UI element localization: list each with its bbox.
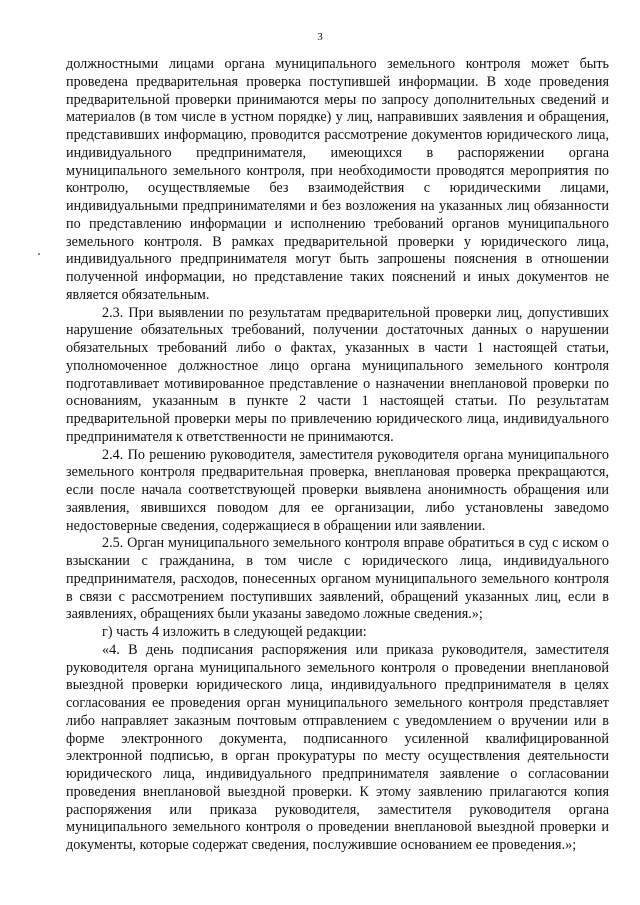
paragraph-part-4: «4. В день подписания распоряжения или приказа руководителя, заместителя руководителя органа муниципального земельного контроля о проведении внеплановой выездной проверки юридического лица, индивидуального предпринимателя в целях согласования ее проведения орган муниципального земельного контроля представляет либо направляет заказным почтовым отправлением с уведомлением о вручении или в форме электронного документа, подписанного усиленной квалифицированной электронной подписью, в орган прокуратуры по месту осуществления деятельности юридического лица, индивидуального предпринимателя заявление о согласовании проведения внеплановой выездной проверки. К этому заявлению прилагаются копия распоряжения или приказа руководителя, заместителя руководителя органа муниципального земельного контроля о проведении внеплановой выездной проверки и документы, которые содержат сведения, послужившие основанием ее проведения.»; xyxy=(66,641,609,853)
paragraph-2-5: 2.5. Орган муниципального земельного контроля вправе обратиться в суд с иском о взыскании с гражданина, в том числе с юридического лица, индивидуального предпринимателя, расходов, понесенных органом муниципального земельного контроля в связи с рассмотрением поступивших заявлений, обращений указанных лиц, если в заявлениях, обращениях были указаны заведомо ложные сведения.»; xyxy=(66,535,609,623)
paragraph-continuation: должностными лицами органа муниципального земельного контроля может быть проведена предварительная проверка поступившей информации. В ходе проведения предварительной проверки принимаются меры по запросу дополнительных сведений и материалов (в том числе в устном порядке) у лиц, направивших заявления и обращения, представивших информацию, проводится рассмотрение документов юридического лица, индивидуального предпринимателя, имеющихся в распоряжении органа муниципального земельного контроля, при необходимости проводятся мероприятия по контролю, осуществляемые без взаимодействия с юридическими лицами, индивидуальными предпринимателями и без возложения на указанных лиц обязанности по представлению информации и исполнению требований органов муниципального земельного контроля. В рамках предварительной проверки у юридического лица, индивидуального предпринимателя могут быть запрошены пояснения в отношении полученной информации, но представление таких пояснений и иных документов не является обязательным. xyxy=(66,56,609,303)
paragraph-item-g: г) часть 4 изложить в следующей редакции: xyxy=(102,624,367,640)
paragraph-2-3: 2.3. При выявлении по результатам предварительной проверки лиц, допустивших нарушение обязательных требований, получении достаточных данных о нарушении обязательных требований либо о фактах, указанных в части 1 настоящей статьи, уполномоченное должностное лицо органа муниципального земельного контроля подготавливает мотивированное представление о назначении внеплановой проверки по основаниям, указанным в пункте 2 части 1 настоящей статьи. По результатам предварительной проверки меры по привлечению юридического лица, индивидуального предпринимателя к ответственности не принимаются. xyxy=(66,304,609,445)
paragraph-2-4: 2.4. По решению руководителя, заместителя руководителя органа муниципального земельного контроля предварительная проверка, внеплановая проверка прекращаются, если после начала соответствующей проверки выявлена анонимность обращения или заявления, явившихся поводом для ее организации, либо установлены заведомо недостоверные сведения, содержащиеся в обращении или заявлении. xyxy=(66,446,609,534)
page-number: 3 xyxy=(317,31,323,43)
scan-dot-mark xyxy=(38,253,40,255)
document-body xyxy=(66,56,609,855)
